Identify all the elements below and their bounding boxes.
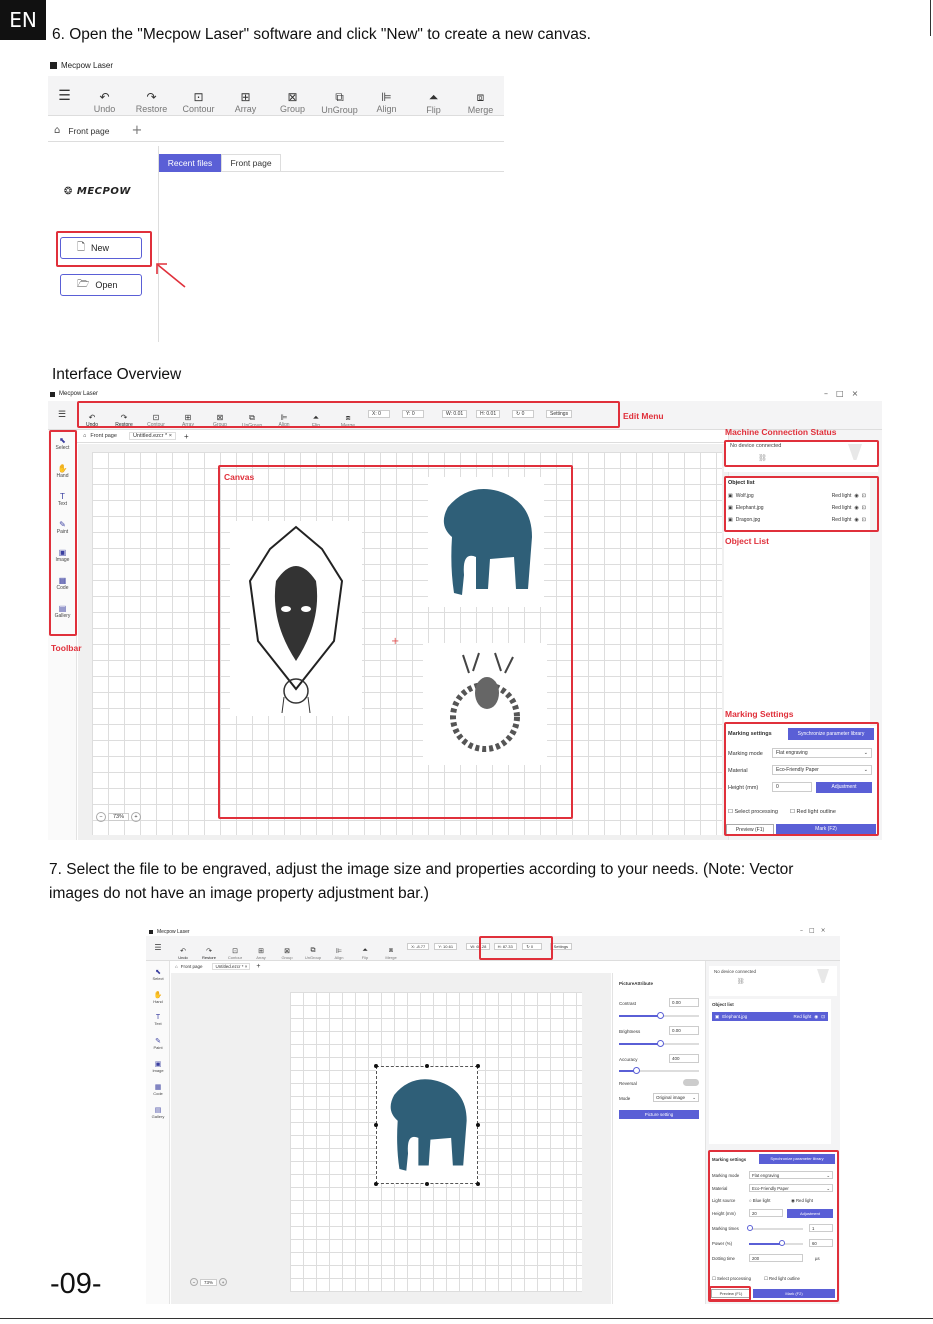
select-icon: ⬉ bbox=[155, 969, 161, 976]
tab-front-page-ov[interactable]: Front page bbox=[90, 433, 117, 439]
resize-handle[interactable] bbox=[374, 1182, 378, 1186]
zoom-in-button[interactable]: + bbox=[131, 812, 141, 822]
contrast-input[interactable]: 0.00 bbox=[669, 998, 699, 1007]
gallery-icon: ▤ bbox=[58, 604, 67, 613]
toolbar-array-button[interactable] bbox=[222, 90, 269, 114]
toolbar-ungroup-button[interactable] bbox=[300, 947, 326, 960]
resize-handle[interactable] bbox=[476, 1182, 480, 1186]
tool-select[interactable] bbox=[146, 968, 170, 991]
zoom-control bbox=[96, 812, 141, 822]
marking-settings-panel-3: Marking settings Synchronize parameter library Marking mode Flat engraving ⌄ Material Eco-Friendly Paper ⌄ Light source ○ Blue light ◉ Red light Height (mm) 20 Adjustment Marking times 1 Power (%) 60 Dotting time 200 µs ☐ Select processing ☐ Red light outline Preview (F1) Mark (F2) bbox=[709, 1152, 837, 1300]
dotting-input[interactable]: 200 bbox=[749, 1254, 803, 1262]
menu-button-3[interactable] bbox=[146, 935, 170, 960]
toolbar-label: Array bbox=[256, 955, 266, 960]
toolbar-group-button[interactable] bbox=[274, 947, 300, 960]
restore-icon: ↷ bbox=[146, 90, 157, 104]
edit-menu-label: Edit Menu bbox=[623, 411, 664, 421]
adjustment-button-3[interactable]: Adjustment bbox=[787, 1209, 833, 1218]
red-light-radio[interactable]: ◉ Red light bbox=[791, 1198, 813, 1203]
toolbar-label: Group bbox=[279, 104, 305, 114]
flip-icon: ⏶ bbox=[428, 90, 439, 104]
menu-button[interactable] bbox=[48, 75, 81, 115]
height-input-3[interactable]: 20 bbox=[749, 1209, 783, 1217]
red-outline-checkbox-3[interactable]: ☐ Red light outline bbox=[764, 1276, 800, 1281]
object-name: Wolf.jpg bbox=[735, 493, 754, 499]
toolbar-flip-button[interactable] bbox=[410, 90, 457, 115]
close-icon[interactable]: × bbox=[851, 389, 867, 398]
app-logo-icon bbox=[50, 62, 57, 69]
toolbar-label: Array bbox=[234, 104, 257, 114]
position-y-input[interactable]: Y: 10.61 bbox=[434, 943, 457, 950]
toolbar-label: Align bbox=[376, 104, 397, 114]
power-input[interactable]: 60 bbox=[809, 1239, 833, 1247]
resize-handle[interactable] bbox=[425, 1064, 429, 1068]
toolbar-label: Contour bbox=[182, 104, 215, 114]
laser-icon-3 bbox=[817, 969, 829, 983]
merge-icon: ⧈ bbox=[476, 90, 485, 104]
flip-icon: ⏶ bbox=[362, 947, 368, 954]
app-title: Mecpow Laser bbox=[50, 61, 113, 70]
overview-title: Interface Overview bbox=[52, 366, 182, 383]
home-icon-2: ⌂ bbox=[83, 433, 87, 439]
resize-handle[interactable] bbox=[374, 1064, 378, 1068]
link-icon-3: ⛓ bbox=[737, 979, 745, 985]
machine-status-label: Machine Connection Status bbox=[725, 427, 837, 437]
toolbar-flip-button[interactable] bbox=[352, 947, 378, 960]
select-processing-checkbox-3[interactable]: ☐ Select processing bbox=[712, 1276, 751, 1281]
canvas-label: Canvas bbox=[224, 472, 255, 482]
tool-image[interactable] bbox=[146, 1060, 170, 1083]
device-status: No device connected ⛓ bbox=[724, 440, 878, 472]
toolbar-restore-button[interactable] bbox=[196, 947, 222, 960]
object-light: Red light bbox=[831, 505, 852, 511]
toolbar-label: Contour bbox=[147, 422, 165, 428]
mark-button[interactable]: Mark (F2) bbox=[776, 824, 876, 835]
undo-icon: ↶ bbox=[180, 948, 186, 955]
position-x-input[interactable]: X: -8.77 bbox=[407, 943, 429, 950]
toolbar-label: Undo bbox=[178, 955, 188, 960]
tab-recent-files[interactable]: Recent files bbox=[159, 154, 221, 172]
image-icon: ▣ bbox=[715, 1013, 720, 1019]
times-input[interactable]: 1 bbox=[809, 1224, 833, 1232]
tool-label: Image bbox=[55, 557, 70, 563]
brand-logo: ❂ MECPOW bbox=[64, 186, 131, 197]
tool-text[interactable] bbox=[146, 1014, 170, 1037]
rotate-input[interactable]: ↻ 0 bbox=[512, 410, 534, 418]
adjustment-button[interactable]: Adjustment bbox=[816, 782, 872, 793]
image-icon: ▣ bbox=[728, 493, 733, 499]
marking-mode-select[interactable]: Flat engraving ⌄ bbox=[772, 748, 872, 758]
group-icon: ⊠ bbox=[284, 948, 290, 955]
toolbar-group-button[interactable] bbox=[269, 90, 316, 114]
toolbar-highlight bbox=[49, 430, 77, 636]
image-icon: ▣ bbox=[154, 1061, 162, 1068]
zoom-in-button-3[interactable]: + bbox=[219, 1278, 227, 1286]
toolbar-label: UnGroup bbox=[304, 955, 322, 960]
align-icon: ⊫ bbox=[335, 948, 343, 955]
startup-screenshot bbox=[48, 58, 504, 342]
image-icon: ▣ bbox=[58, 548, 67, 557]
brightness-handle[interactable] bbox=[657, 1040, 664, 1047]
device-status-3: No device connected ⛓ bbox=[709, 966, 837, 996]
menu-icon-3: ☰ bbox=[154, 943, 162, 952]
resize-handle[interactable] bbox=[476, 1123, 480, 1127]
home-icon: ⌂ bbox=[54, 125, 61, 136]
text-icon: T bbox=[60, 492, 65, 501]
align-icon: ⊫ bbox=[381, 90, 392, 104]
zoom-out-button[interactable]: − bbox=[96, 812, 106, 822]
restore-icon: ↷ bbox=[120, 413, 128, 422]
window-controls-3 bbox=[800, 927, 832, 934]
tool-label: Image bbox=[152, 1068, 164, 1073]
tool-label: Hand bbox=[153, 999, 163, 1004]
object-name: Dragon.jpg bbox=[735, 517, 761, 523]
new-button[interactable]: 🗋 New bbox=[60, 237, 142, 259]
merge-icon: ⧈ bbox=[345, 413, 351, 422]
ungroup-icon: ⧉ bbox=[249, 413, 255, 422]
tool-label: Code bbox=[153, 1091, 163, 1096]
elephant-illustration-3 bbox=[377, 1067, 477, 1183]
settings-button[interactable]: Settings bbox=[550, 943, 572, 950]
tab-untitled-s7[interactable]: Untitled.ezcr * × bbox=[212, 963, 250, 970]
merge-icon: ⧈ bbox=[388, 947, 394, 954]
marking-highlight-3 bbox=[708, 1150, 839, 1302]
tool-label: Gallery bbox=[54, 613, 71, 619]
preview-button[interactable]: Preview (F1) bbox=[726, 824, 774, 835]
toolbar-label: Array bbox=[182, 422, 194, 428]
toolbar-merge-button[interactable] bbox=[378, 947, 404, 960]
mark-button-3[interactable]: Mark (F2) bbox=[753, 1289, 835, 1298]
tab-front-page[interactable]: Front page bbox=[68, 125, 110, 136]
toolbar-label: Align bbox=[334, 955, 344, 960]
tab-front-page-s7[interactable]: Front page bbox=[180, 964, 203, 969]
accuracy-handle[interactable] bbox=[633, 1067, 640, 1074]
toolbar-label: Merge bbox=[385, 955, 397, 960]
contour-icon: ⊡ bbox=[232, 948, 238, 955]
close-tab-icon[interactable]: × bbox=[168, 433, 172, 439]
chevron-down-icon: ⌄ bbox=[826, 1186, 830, 1191]
tool-label: Gallery bbox=[151, 1114, 165, 1119]
sync-button[interactable]: Synchronize parameter library bbox=[788, 728, 874, 740]
toolbar-undo-button[interactable] bbox=[170, 947, 196, 960]
chevron-down-icon: ⌄ bbox=[863, 750, 868, 756]
zoom-value-3: 73% bbox=[200, 1279, 217, 1286]
brightness-slider[interactable] bbox=[619, 1043, 699, 1045]
toolbar-label: Group bbox=[213, 422, 227, 428]
toolbar-align-button[interactable] bbox=[326, 947, 352, 960]
toolbar-merge-button[interactable] bbox=[457, 90, 504, 115]
image-icon: ▣ bbox=[728, 517, 733, 523]
step7-text-line1: 7. Select the file to be engraved, adjust the image size and properties according to your needs. (Note: Vector bbox=[49, 861, 794, 878]
tool-label: Paint bbox=[153, 1045, 163, 1050]
toolbar-label: Restore bbox=[201, 955, 216, 960]
size-highlight bbox=[479, 936, 553, 960]
selected-elephant[interactable] bbox=[376, 1066, 478, 1184]
eye-icon[interactable]: ◉ bbox=[854, 517, 859, 523]
marking-mode-select-3[interactable]: Flat engraving ⌄ bbox=[749, 1171, 833, 1179]
maximize-icon[interactable]: □ bbox=[836, 389, 852, 398]
contour-icon: ⊡ bbox=[193, 90, 204, 104]
blue-light-radio[interactable]: ○ Blue light bbox=[749, 1198, 771, 1203]
array-icon: ⊞ bbox=[184, 413, 192, 422]
toolbar-label: Align bbox=[278, 422, 290, 428]
pointer-arrow bbox=[152, 260, 188, 290]
preview-highlight-3 bbox=[709, 1286, 751, 1301]
code-icon: ▦ bbox=[154, 1084, 162, 1091]
lock-icon[interactable]: ⊡ bbox=[861, 517, 866, 523]
array-icon: ⊞ bbox=[240, 90, 251, 104]
page-edge-rule bbox=[930, 0, 931, 36]
footer-rule bbox=[0, 1318, 933, 1319]
contrast-slider[interactable] bbox=[619, 1015, 699, 1017]
select-icon: ⬉ bbox=[59, 436, 66, 445]
contour-icon: ⊡ bbox=[152, 413, 160, 422]
tool-label: Select bbox=[55, 445, 70, 451]
size-w-input[interactable]: W: 65.28 bbox=[466, 943, 490, 950]
sync-button-3[interactable]: Synchronize parameter library bbox=[759, 1154, 835, 1164]
app-title-3: Mecpow Laser bbox=[149, 929, 190, 935]
object-list-highlight bbox=[724, 476, 879, 532]
paint-icon: ✎ bbox=[155, 1038, 161, 1045]
tool-label: Text bbox=[57, 501, 68, 507]
tool-label: Paint bbox=[56, 529, 69, 535]
select-processing-checkbox[interactable]: ☐ Select processing bbox=[728, 809, 778, 815]
toolbar-label: Flip bbox=[361, 955, 369, 960]
add-tab-icon-2[interactable]: + bbox=[183, 431, 189, 441]
toolbar-label: Merge bbox=[467, 105, 494, 115]
size-h-input[interactable]: H: 87.33 bbox=[494, 943, 517, 950]
home-icon-3: ⌂ bbox=[175, 964, 178, 969]
toolbar-label: Contour bbox=[227, 955, 243, 960]
minimize-icon[interactable]: – bbox=[824, 389, 836, 398]
flip-icon: ⏶ bbox=[312, 413, 320, 422]
object-list-panel: Object list ▣ Wolf.jpg Red light ◉ ⊡ ▣ Elephant.jpg Red light ◉ ⊡ ▣ Dragon.jpg Red light ◉ ⊡ bbox=[724, 477, 870, 813]
window-controls bbox=[824, 389, 866, 398]
home-tabs bbox=[159, 154, 504, 172]
zoom-value: 73% bbox=[108, 813, 129, 821]
toolbar-restore-button[interactable] bbox=[128, 90, 175, 114]
align-icon: ⊫ bbox=[280, 413, 288, 422]
zoom-control-3 bbox=[190, 1278, 227, 1286]
origin-crosshair: + bbox=[391, 636, 400, 647]
resize-handle[interactable] bbox=[374, 1123, 378, 1127]
position-y-input[interactable]: Y: 0 bbox=[402, 410, 424, 418]
size-h-input[interactable]: H: 0.01 bbox=[476, 410, 500, 418]
app-title-2: Mecpow Laser bbox=[50, 391, 98, 397]
canvas-highlight bbox=[218, 465, 573, 819]
eye-icon[interactable]: ◉ bbox=[814, 1013, 819, 1019]
machine-status-highlight bbox=[724, 440, 879, 467]
app-logo-icon-3 bbox=[149, 930, 153, 934]
toolbar-contour-button[interactable] bbox=[175, 90, 222, 114]
toolbar-label: Merge bbox=[340, 423, 356, 429]
tool-hand[interactable] bbox=[146, 991, 170, 1014]
object-row-elephant[interactable]: ▣ Elephant.jpg Red light ◉ ⊡ bbox=[712, 1012, 828, 1021]
step6-text: 6. Open the "Mecpow Laser" software and click "New" to create a new canvas. bbox=[52, 26, 591, 43]
chevron-down-icon: ⌄ bbox=[692, 1095, 696, 1100]
toolbar-label: Undo bbox=[86, 422, 98, 428]
material-select-3[interactable]: Eco-Friendly Paper ⌄ bbox=[749, 1184, 833, 1192]
tool-label: Hand bbox=[56, 473, 69, 479]
toolbar-label: Group bbox=[281, 955, 293, 960]
minimize-icon[interactable]: – bbox=[800, 927, 809, 934]
red-outline-checkbox[interactable]: ☐ Red light outline bbox=[790, 809, 836, 815]
lock-icon[interactable]: ⊡ bbox=[821, 1013, 825, 1019]
picture-setting-button[interactable]: Picture setting bbox=[619, 1110, 699, 1119]
marking-settings-highlight bbox=[724, 722, 879, 836]
menu-icon-2: ☰ bbox=[57, 409, 67, 419]
undo-icon: ↶ bbox=[99, 90, 110, 104]
marking-settings-panel: Marking settings Synchronize parameter library Marking mode Flat engraving ⌄ Material Eco-Friendly Paper ⌄ Height (mm) 0 Adjustment ☐ Select processing ☐ Red light outline Preview (F1) Mark (F2) bbox=[724, 726, 878, 836]
close-icon[interactable]: × bbox=[820, 927, 832, 934]
object-name: Elephant.jpg bbox=[735, 505, 764, 511]
restore-icon: ↷ bbox=[206, 948, 212, 955]
tool-label: Code bbox=[56, 585, 69, 591]
accuracy-slider[interactable] bbox=[619, 1070, 699, 1072]
tab-front-page-2[interactable]: Front page bbox=[221, 154, 281, 172]
toolbar-ungroup-button[interactable] bbox=[316, 90, 363, 115]
ungroup-icon: ⧉ bbox=[335, 90, 344, 104]
tool-paint[interactable] bbox=[146, 1037, 170, 1060]
array-icon: ⊞ bbox=[258, 948, 264, 955]
material-select[interactable]: Eco-Friendly Paper ⌄ bbox=[772, 765, 872, 775]
menu-icon: ☰ bbox=[58, 86, 71, 103]
object-list-label: Object List bbox=[725, 536, 769, 546]
preview-button-3[interactable]: Preview (F1) bbox=[711, 1289, 751, 1298]
toolbar-label: Toolbar bbox=[51, 643, 82, 653]
brand-logo-icon: ❂ bbox=[64, 186, 77, 197]
lock-icon[interactable]: ⊡ bbox=[861, 493, 866, 499]
step7-screenshot bbox=[146, 926, 840, 1304]
settings-button[interactable]: Settings bbox=[546, 410, 572, 418]
picture-attribute-panel: PictureAttribute Contrast 0.00 Brightness 0.00 Accuracy 400 Reversal Mode Original image ⌄ Picture setting bbox=[612, 973, 704, 1304]
chevron-down-icon: ⌄ bbox=[863, 767, 868, 773]
contrast-handle[interactable] bbox=[657, 1012, 664, 1019]
divider bbox=[158, 146, 159, 342]
undo-icon: ↶ bbox=[88, 413, 96, 422]
language-tag: EN bbox=[0, 0, 46, 40]
toolbar bbox=[48, 76, 504, 116]
overview-screenshot bbox=[48, 388, 882, 840]
toolbar-align-button[interactable] bbox=[363, 90, 410, 114]
text-icon: T bbox=[155, 1014, 161, 1021]
toolbar-label: Restore bbox=[135, 104, 168, 114]
add-tab-icon[interactable]: + bbox=[131, 123, 143, 138]
brightness-input[interactable]: 0.00 bbox=[669, 1026, 699, 1035]
chevron-down-icon: ⌄ bbox=[826, 1173, 830, 1178]
size-w-input[interactable]: W: 0.01 bbox=[442, 410, 467, 418]
object-light: Red light bbox=[831, 517, 852, 523]
hand-icon: ✋ bbox=[57, 464, 68, 473]
zoom-out-button-3[interactable]: − bbox=[190, 1278, 198, 1286]
height-input[interactable]: 0 bbox=[772, 782, 812, 792]
tool-gallery[interactable] bbox=[146, 1106, 170, 1129]
edit-menu-highlight bbox=[77, 401, 620, 428]
object-light: Red light bbox=[831, 493, 852, 499]
add-tab-icon-3[interactable]: + bbox=[256, 963, 261, 970]
lock-icon[interactable]: ⊡ bbox=[861, 505, 866, 511]
image-icon: ▣ bbox=[728, 505, 733, 511]
eye-icon[interactable]: ◉ bbox=[854, 493, 859, 499]
marking-settings-label: Marking Settings bbox=[725, 709, 794, 719]
tab-untitled-ov[interactable]: Untitled.ezcr * × bbox=[129, 432, 176, 440]
link-icon: ⛓ bbox=[758, 455, 767, 462]
toolbar-undo-button[interactable] bbox=[81, 90, 128, 114]
app-logo-icon-2 bbox=[50, 392, 55, 397]
eye-icon[interactable]: ◉ bbox=[854, 505, 859, 511]
position-x-input[interactable]: X: 0 bbox=[368, 410, 390, 418]
toolbar-label: Restore bbox=[115, 422, 133, 428]
object-list-panel-3: Object list ▣ Elephant.jpg Red light ◉ ⊡ bbox=[709, 999, 831, 1144]
toolbar-label: UnGroup bbox=[241, 423, 263, 429]
toolbar-array-button[interactable] bbox=[248, 947, 274, 960]
mode-select[interactable]: Original image ⌄ bbox=[653, 1093, 699, 1102]
rotate-input[interactable]: ↻ 0 bbox=[522, 943, 542, 950]
tool-label: Select bbox=[152, 976, 164, 981]
ungroup-icon: ⧉ bbox=[310, 947, 316, 954]
toolbar-label: UnGroup bbox=[321, 105, 358, 115]
page-number: -09- bbox=[50, 1268, 102, 1300]
paint-icon: ✎ bbox=[59, 520, 66, 529]
group-icon: ⊠ bbox=[216, 413, 224, 422]
open-folder-icon: 🗁 bbox=[77, 278, 90, 290]
tool-code[interactable] bbox=[146, 1083, 170, 1106]
step7-text-line2: images do not have an image property adjustment bar.) bbox=[49, 885, 429, 902]
toolbar-label: Flip bbox=[311, 423, 321, 429]
tool-label: Text bbox=[154, 1021, 162, 1026]
maximize-icon[interactable]: □ bbox=[809, 927, 821, 934]
step7-tab-bar bbox=[171, 961, 571, 972]
toolbar-label: Flip bbox=[426, 105, 441, 115]
menu-button-2[interactable] bbox=[48, 400, 76, 429]
hand-icon: ✋ bbox=[153, 992, 163, 999]
gallery-icon: ▤ bbox=[154, 1107, 162, 1114]
new-file-icon: 🗋 bbox=[77, 241, 86, 253]
resize-handle[interactable] bbox=[476, 1064, 480, 1068]
toolbar-contour-button[interactable] bbox=[222, 947, 248, 960]
toolbar-label: Undo bbox=[93, 104, 116, 114]
reversal-toggle[interactable] bbox=[683, 1079, 699, 1086]
code-icon: ▦ bbox=[58, 576, 67, 585]
open-button[interactable]: 🗁 Open bbox=[60, 274, 142, 296]
tab-bar bbox=[48, 120, 504, 142]
accuracy-input[interactable]: 400 bbox=[669, 1054, 699, 1063]
resize-handle[interactable] bbox=[425, 1182, 429, 1186]
group-icon: ⊠ bbox=[287, 90, 298, 104]
